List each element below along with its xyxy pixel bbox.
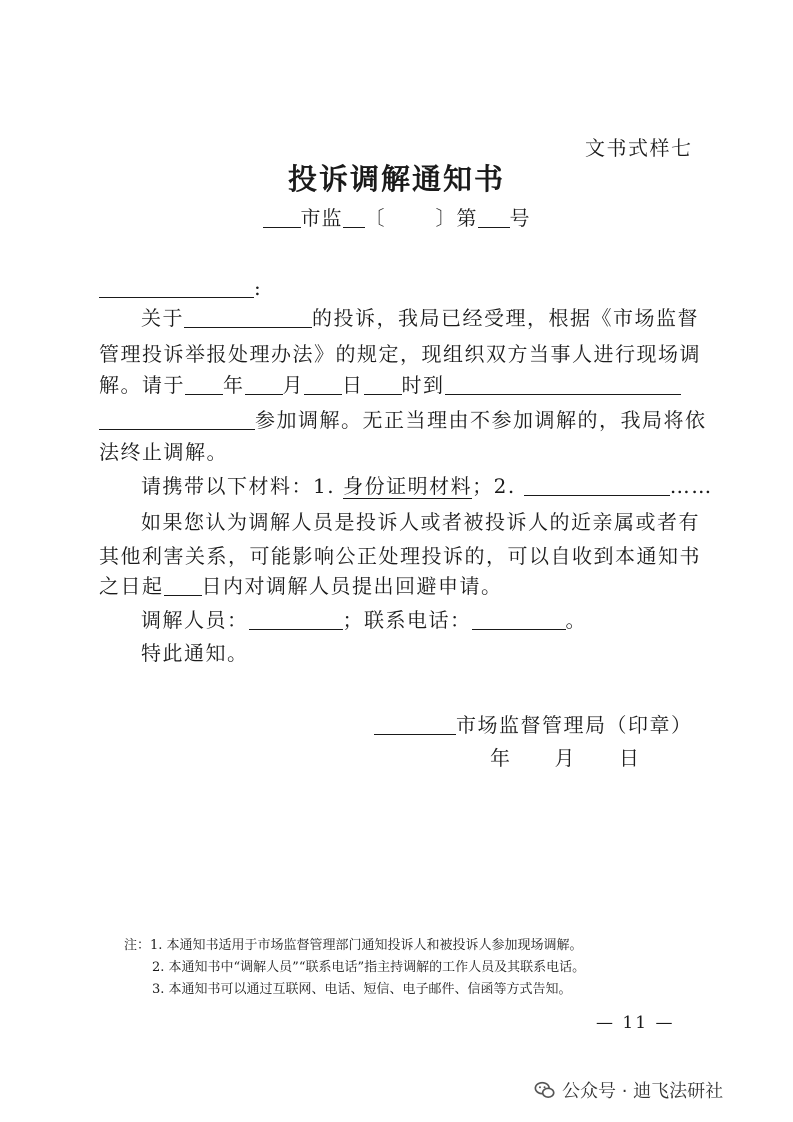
addressee-line: : [99, 274, 262, 302]
blank-unit [343, 207, 365, 228]
body-line-2: 管理投诉举报处理办法》的规定，现组织双方当事人进行现场调 [99, 342, 701, 366]
doc-number-bracket-open: 〔 [364, 206, 386, 230]
body-line-p3-3: 之日起 日内对调解人员提出回避申请。 [99, 574, 503, 598]
doc-number-city: 市监 [300, 206, 343, 230]
document-title: 投诉调解通知书 [287, 162, 505, 196]
watermark: 公众号 · 迪飞法研社 [534, 1077, 723, 1103]
notes-block: 注：1. 本通知书适用于市场监督管理部门通知投诉人和被投诉人参加现场调解。 2. 本通知书中“调解人员”“联系电话”指主持调解的工作人员及其联系电话。 3. 本通知书可以通过互联网、电话、短信、电子邮件、信函等方式告知。 [124, 935, 585, 1001]
blank-location [445, 374, 681, 395]
blank-mediator [249, 609, 343, 630]
blank-location-cont [99, 409, 255, 430]
blank-material-2 [524, 475, 670, 496]
body-line-5: 法终止调解。 [99, 440, 228, 464]
document-number [0, 202, 793, 231]
blank-addressee [99, 277, 254, 298]
body-line-p3-2: 其他利害关系，可能影响公正处理投诉的，可以自收到本通知书 [99, 544, 701, 568]
blank-city [263, 207, 301, 228]
blank-phone [472, 609, 566, 630]
doc-number-suffix: 号 [509, 206, 531, 230]
doc-number-bracket-close: 〕第 [435, 206, 478, 230]
blank-hour [364, 374, 402, 395]
blank-complaint-subject [184, 307, 312, 328]
wechat-icon [534, 1079, 556, 1101]
body-line-p3-1: 如果您认为调解人员是投诉人或者被投诉人的近亲属或者有 [141, 510, 700, 534]
contact-line: 调解人员： ；联系电话： 。 [141, 608, 587, 632]
closing-line: 特此通知。 [141, 641, 249, 665]
blank-day [304, 374, 342, 395]
materials-item-1: 身份证明材料 [343, 474, 473, 498]
page-number: — 11 — [596, 1013, 675, 1033]
blank-year [185, 374, 223, 395]
body-line-3: 解。请于 年 月 日 时到 [99, 371, 681, 399]
signature-date: 年 月 日 [490, 746, 641, 770]
note-2: 2. 本通知书中“调解人员”“联系电话”指主持调解的工作人员及其联系电话。 [152, 960, 586, 975]
note-1: 1. 本通知书适用于市场监督管理部门通知投诉人和被投诉人参加现场调解。 [150, 938, 583, 953]
blank-days [164, 575, 202, 596]
blank-month [245, 374, 283, 395]
blank-number [478, 207, 510, 228]
body-line-4: 参加调解。无正当理由不参加调解的，我局将依 [99, 406, 707, 434]
note-3: 3. 本通知书可以通过互联网、电话、短信、电子邮件、信函等方式告知。 [152, 982, 572, 997]
body-line-1: 关于 的投诉，我局已经受理，根据《市场监督 [141, 306, 699, 330]
blank-org [374, 714, 456, 735]
materials-line: 请携带以下材料：1. 身份证明材料；2. …… [141, 474, 713, 498]
document-form-label: 文书式样七 [585, 136, 693, 160]
signature-org: 市场监督管理局（印章） [374, 711, 693, 739]
